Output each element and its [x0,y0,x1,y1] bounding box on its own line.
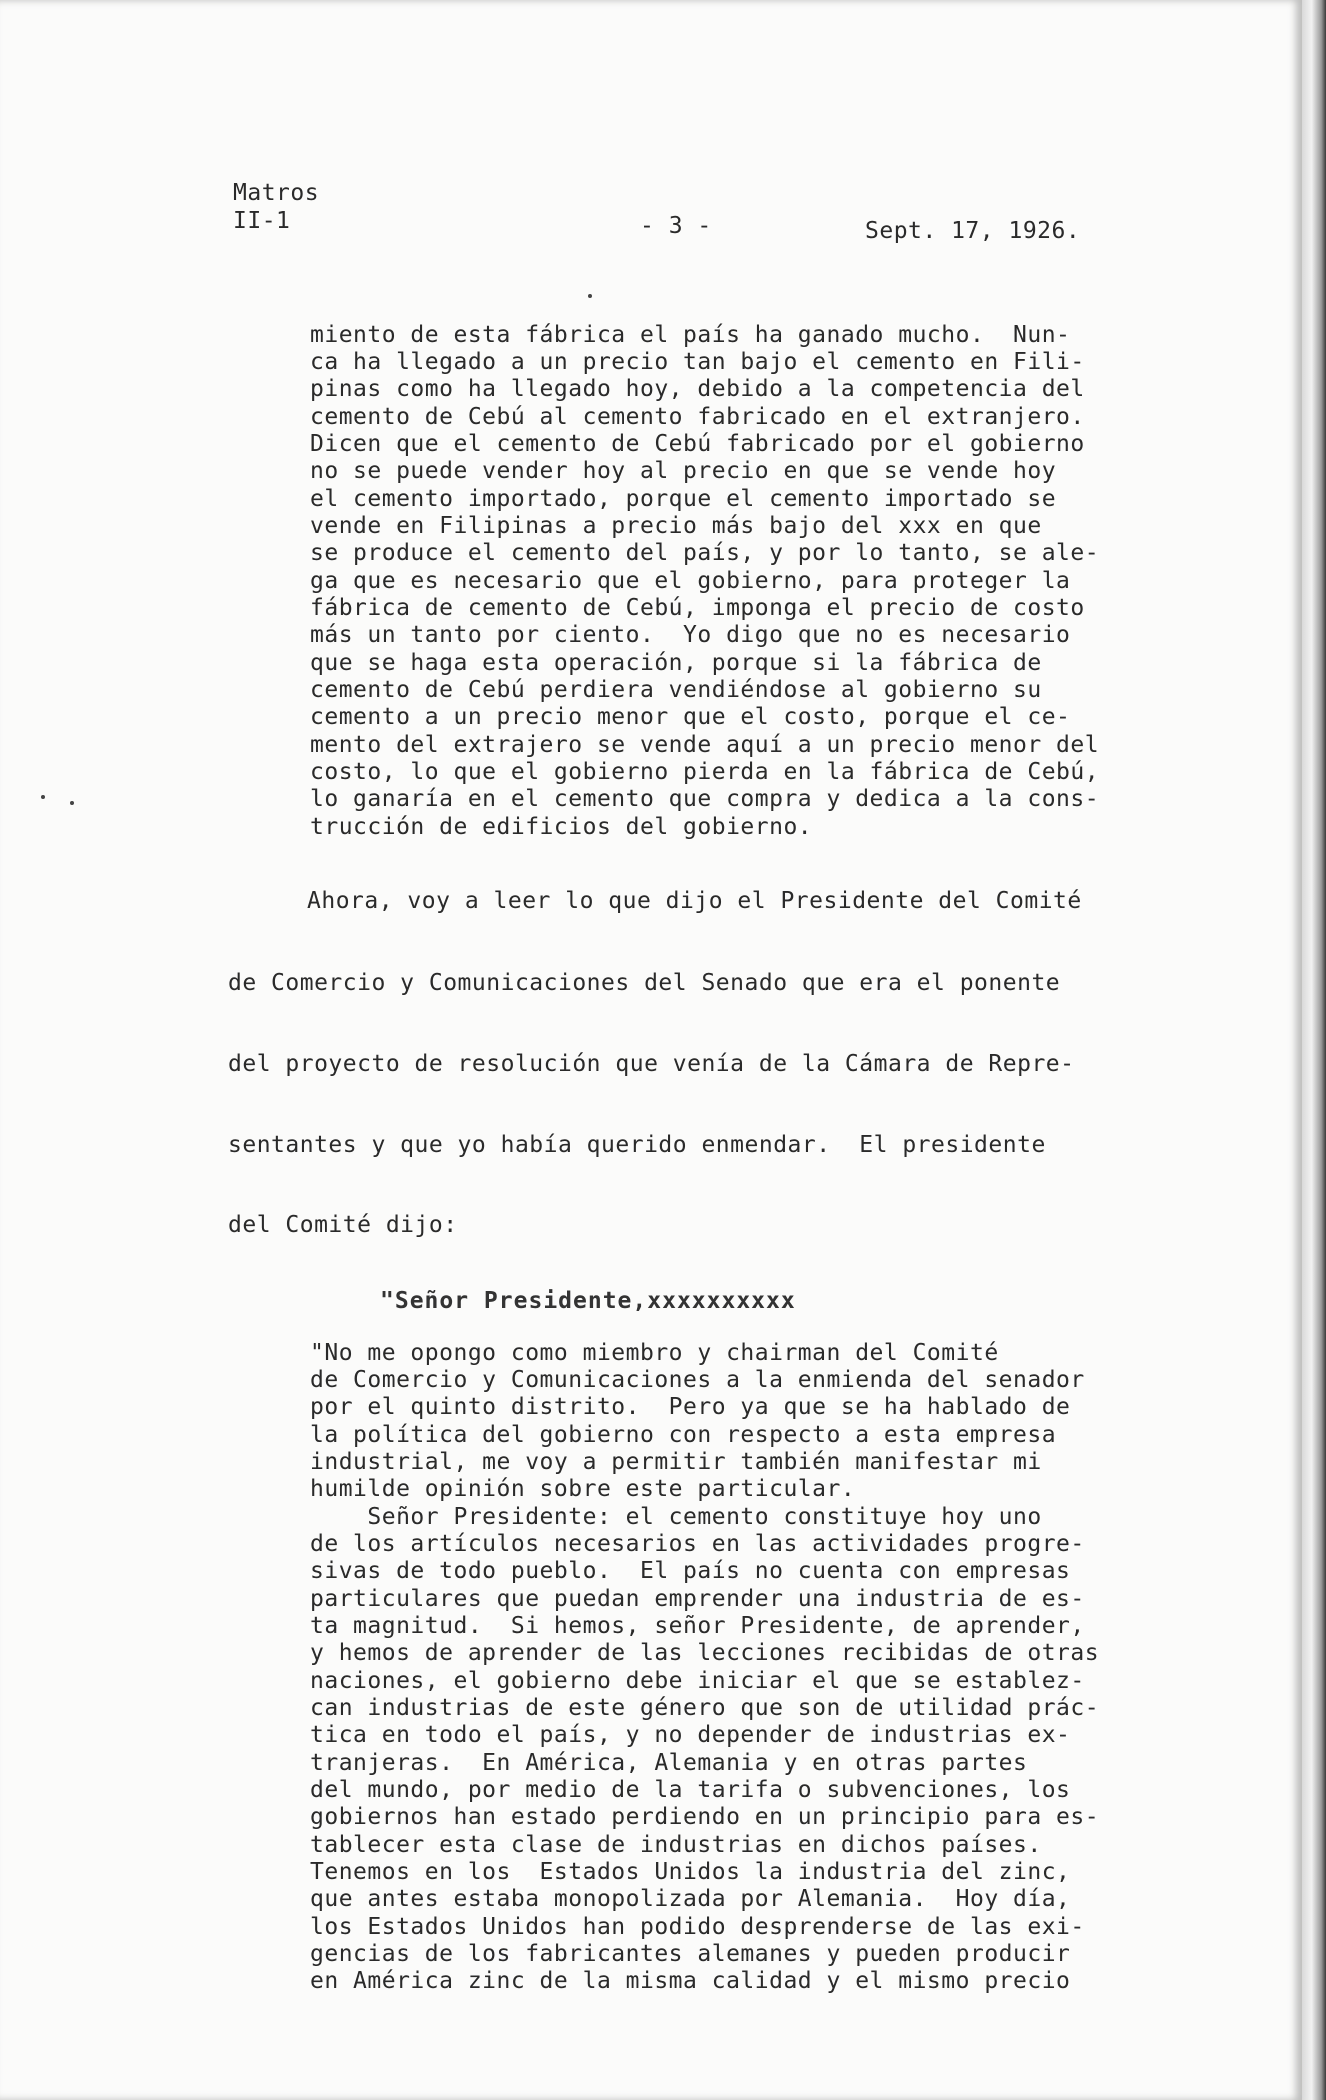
paragraph-1-line: no se puede vender hoy al precio en que se vende hoy [310,458,1057,484]
quote-line: naciones, el gobierno debe iniciar el que se establez- [310,1668,1085,1694]
quote-line: de Comercio y Comunicaciones a la enmienda del senador [310,1367,1085,1393]
paragraph-2-line: de Comercio y Comunicaciones del Senado que era el ponente [228,970,1061,996]
quote-line: en América zinc de la misma calidad y el mismo precio [310,1968,1071,1994]
paragraph-1-line: más un tanto por ciento. Yo digo que no es necesario [310,622,1071,648]
header-date: Sept. 17, 1926. [865,218,1081,244]
quote-line: de los artículos necesarios en las actividades progre- [310,1531,1085,1557]
paragraph-1-line: cemento de Cebú al cemento fabricado en el extranjero. [310,404,1085,430]
ink-speck [588,294,592,298]
quote-line: gobiernos han estado perdiendo en un principio para es- [310,1804,1100,1830]
quote-line: los Estados Unidos han podido desprenderse de las exi- [310,1914,1085,1940]
paragraph-2-line: Ahora, voy a leer lo que dijo el Presidente del Comité [307,888,1082,914]
quote-line: del mundo, por medio de la tarifa o subvenciones, los [310,1777,1071,1803]
header-page-number: - 3 - [640,213,712,239]
paragraph-1-line: cemento a un precio menor que el costo, porque el ce- [310,704,1071,730]
paragraph-1-line: ca ha llegado a un precio tan bajo el cemento en Fili- [310,349,1085,375]
header-section: II-1 [233,208,291,234]
quote-line: gencias de los fabricantes alemanes y pueden producir [310,1941,1071,1967]
paragraph-2-line: del Comité dijo: [228,1212,458,1238]
paragraph-1-line: fábrica de cemento de Cebú, imponga el precio de costo [310,595,1085,621]
paragraph-1-line: cemento de Cebú perdiera vendiéndose al gobierno su [310,677,1042,703]
quote-line: por el quinto distrito. Pero ya que se ha hablado de [310,1394,1071,1420]
quote-line: Señor Presidente: el cemento constituye hoy uno [310,1504,1042,1530]
paragraph-1-line: se produce el cemento del país, y por lo tanto, se ale- [310,540,1100,566]
quote-line: tablecer esta clase de industrias en dichos países. [310,1832,1042,1858]
struck-out-line: "Señor Presidente,xxxxxxxxxx [380,1288,796,1314]
ink-speck [70,801,74,805]
quote-line: "No me opongo como miembro y chairman del Comité [310,1340,999,1366]
paragraph-1-line: que se haga esta operación, porque si la fábrica de [310,650,1042,676]
paragraph-1-line: trucción de edificios del gobierno. [310,814,813,840]
quote-line: tranjeras. En América, Alemania y en otras partes [310,1750,1028,1776]
quote-line: can industrias de este género que son de utilidad prác- [310,1695,1100,1721]
paragraph-1-line: lo ganaría en el cemento que compra y dedica a la cons- [310,786,1100,812]
paragraph-1-line: miento de esta fábrica el país ha ganado mucho. Nun- [310,322,1071,348]
paragraph-1-line: costo, lo que el gobierno pierda en la fábrica de Cebú, [310,759,1100,785]
paragraph-1-line: ga que es necesario que el gobierno, para proteger la [310,568,1071,594]
quote-line: industrial, me voy a permitir también manifestar mi [310,1449,1042,1475]
page-edge-shadow [1302,0,1326,2100]
quote-line: la política del gobierno con respecto a esta empresa [310,1422,1057,1448]
ink-speck [41,795,45,799]
paragraph-1-line: pinas como ha llegado hoy, debido a la competencia del [310,376,1085,402]
paragraph-2-line: sentantes y que yo había querido enmendar. El presidente [228,1132,1046,1158]
quote-line: particulares que puedan emprender una industria de es- [310,1586,1085,1612]
quote-line: ta magnitud. Si hemos, señor Presidente, de aprender, [310,1613,1085,1639]
quote-line: que antes estaba monopolizada por Alemania. Hoy día, [310,1886,1071,1912]
paragraph-1-line: vende en Filipinas a precio más bajo del xxx en que [310,513,1042,539]
header-author: Matros [233,180,320,206]
paragraph-2-line: del proyecto de resolución que venía de la Cámara de Repre- [228,1051,1075,1077]
quote-line: sivas de todo pueblo. El país no cuenta con empresas [310,1558,1071,1584]
quote-line: y hemos de aprender de las lecciones recibidas de otras [310,1640,1100,1666]
paragraph-1-line: Dicen que el cemento de Cebú fabricado por el gobierno [310,431,1085,457]
paragraph-1-line: el cemento importado, porque el cemento importado se [310,486,1057,512]
quote-line: tica en todo el país, y no depender de industrias ex- [310,1722,1071,1748]
paragraph-1-line: mento del extrajero se vende aquí a un precio menor del [310,732,1100,758]
quote-line: humilde opinión sobre este particular. [310,1476,856,1502]
quote-line: Tenemos en los Estados Unidos la industria del zinc, [310,1859,1071,1885]
